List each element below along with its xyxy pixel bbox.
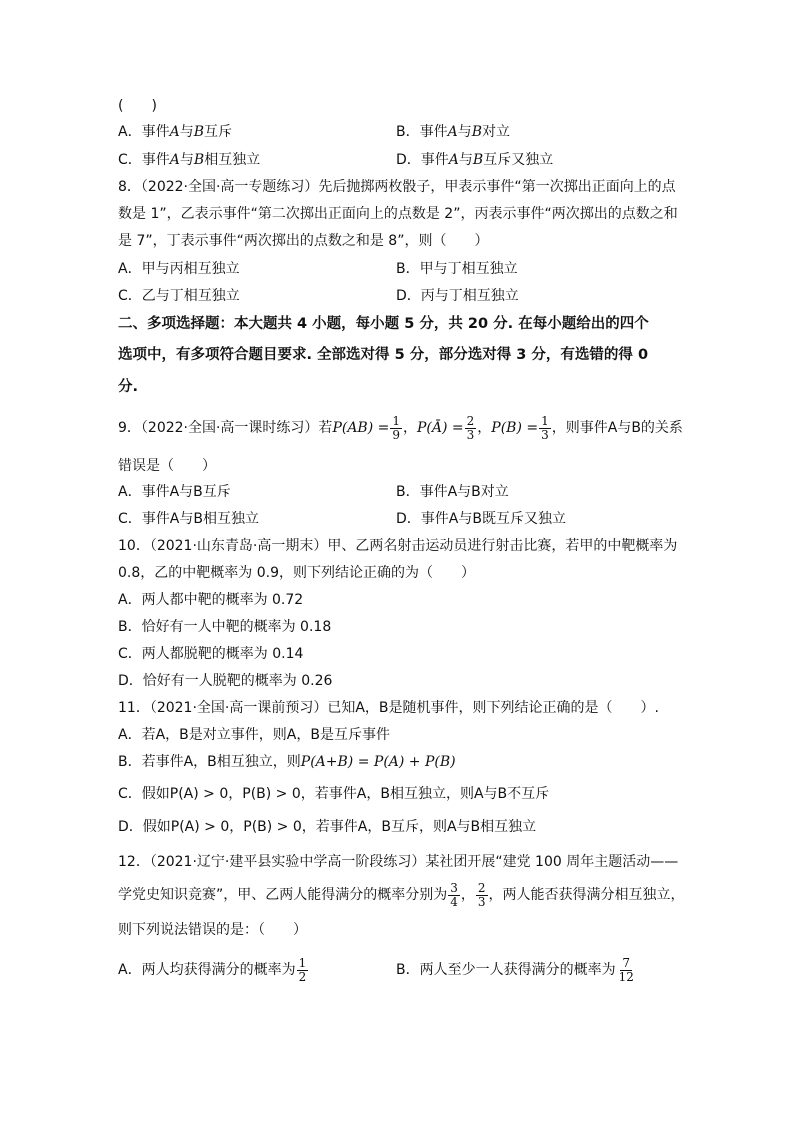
fraction-1-9 (390, 415, 402, 442)
q9-option-c[interactable]: C．事件A与B相互独立 (118, 511, 259, 527)
numerator: 3 (450, 880, 458, 895)
option-label: A．事件 (118, 124, 170, 140)
q11-option-a[interactable]: A．若A，B是对立事件，则A，B是互斥事件 (118, 727, 390, 743)
var-b: B (472, 152, 484, 168)
q7-answer-paren: ( ) (118, 98, 157, 114)
q10-stem-line1: 10．（2021·山东青岛·高一期末）甲、乙两名射击运动员进行射击比赛，若甲的中靶概率为 (118, 538, 678, 554)
q12-stem-line2 (118, 880, 685, 910)
prob-ab: P(AB) = (332, 420, 390, 436)
conj: 与 (179, 124, 194, 140)
q9-option-a[interactable]: A．事件A与B互斥 (118, 484, 231, 500)
q11-stem: 11．（2021·全国·高一课前预习）已知A，B是随机事件，则下列结论正确的是（ ）. (118, 700, 659, 716)
denominator: 3 (541, 427, 549, 442)
fraction-2-3 (476, 882, 488, 909)
numerator: 1 (541, 413, 549, 428)
option-label: B．事件 (396, 124, 448, 140)
conj: 与 (179, 152, 194, 168)
option-label: C．事件 (118, 152, 170, 168)
var-a: A (447, 124, 458, 140)
fraction-1-2 (297, 957, 309, 984)
option-text: B．若事件A，B相互独立，则 (118, 754, 301, 770)
q10-option-b[interactable]: B．恰好有一人中靶的概率为 0.18 (118, 619, 332, 635)
prob-a-complement: P(Ā) = (417, 420, 464, 436)
q7-option-a[interactable] (118, 122, 232, 142)
fraction-3-4 (448, 882, 460, 909)
q9-stem-line2: 错误是（ ） (118, 458, 216, 474)
q11-option-d[interactable]: D．假如P(A) > 0，P(B) > 0，若事件A，B互斥，则A与B相互独立 (118, 819, 537, 835)
option-text: 互斥 (204, 124, 232, 140)
q8-stem-line3: 是 7”，丁表示事件“两次掷出的点数之和是 8”，则（ ） (118, 233, 489, 249)
q8-stem-line1: 8．（2022·全国·高一专题练习）先后抛掷两枚骰子，甲表示事件“第一次掷出正面向上的点 (118, 179, 676, 195)
comma: ， (460, 887, 475, 903)
q12-text: ，两人能否获得满分相互独立， (488, 887, 685, 903)
denominator: 12 (618, 969, 634, 984)
option-text: 互斥又独立 (483, 152, 554, 168)
fraction-2-3 (465, 415, 477, 442)
var-b: B (471, 124, 483, 140)
q10-option-a[interactable]: A．两人都中靶的概率为 0.72 (118, 592, 304, 608)
denominator: 3 (477, 894, 486, 909)
q10-option-c[interactable]: C．两人都脱靶的概率为 0.14 (118, 646, 304, 662)
numerator: 1 (298, 955, 307, 970)
numerator: 1 (392, 413, 401, 428)
q12-stem-line3: 则下列说法错误的是：（ ） (118, 922, 307, 938)
conj: 与 (457, 124, 472, 140)
q7-option-c[interactable] (118, 150, 260, 170)
option-text: 对立 (482, 124, 511, 140)
section2-heading-line1: 二、多项选择题：本大题共 4 小题，每小题 5 分，共 20 分. 在每小题给出的四个 (118, 316, 649, 332)
comma: ， (403, 420, 418, 436)
numerator: 2 (477, 880, 486, 895)
q12-text: 学党史知识竞赛”，甲、乙两人能得满分的概率分别为 (118, 887, 448, 903)
q9-suffix: ，则事件A与B的关系 (551, 420, 683, 436)
comma: ， (477, 420, 492, 436)
denominator: 2 (298, 969, 307, 984)
q12-option-a[interactable] (118, 955, 309, 985)
q9-stem-line1 (118, 414, 683, 442)
q10-stem-line2: 0.8，乙的中靶概率为 0.9，则下列结论正确的为（ ） (118, 565, 475, 581)
q12-stem-line1: 12．（2021·辽宁·建平县实验中学高一阶段练习）某社团开展“建党 100 周年主题活动—— (118, 854, 679, 870)
var-b: B (193, 124, 204, 140)
option-text: A．两人均获得满分的概率为 (118, 962, 296, 978)
conj: 与 (458, 152, 473, 168)
formula: P(A+B) = P(A) + P(B) (300, 754, 456, 770)
q12-option-b[interactable] (396, 955, 637, 985)
denominator: 4 (450, 894, 458, 909)
q11-option-b[interactable] (118, 752, 456, 772)
q7-option-d[interactable] (396, 150, 553, 170)
option-text: 相互独立 (204, 152, 261, 168)
section2-heading-line2: 选项中，有多项符合题目要求. 全部选对得 5 分，部分选对得 3 分，有选错的得 0 (118, 347, 649, 363)
var-a: A (448, 152, 459, 168)
q11-option-c[interactable]: C．假如P(A) > 0，P(B) > 0，若事件A，B相互独立，则A与B不互斥 (118, 786, 550, 802)
section2-heading-line3: 分. (118, 379, 139, 395)
q9-prefix: 9．（2022·全国·高一课时练习）若 (118, 420, 333, 436)
q8-option-c[interactable]: C．乙与丁相互独立 (118, 288, 240, 304)
q9-option-b[interactable]: B．事件A与B对立 (396, 484, 509, 500)
numerator: 7 (622, 955, 631, 970)
var-a: A (169, 124, 180, 140)
q8-option-a[interactable]: A．甲与丙相互独立 (118, 261, 240, 277)
var-b: B (193, 152, 205, 168)
q7-option-b[interactable] (396, 122, 510, 142)
prob-b: P(B) = (491, 420, 539, 436)
numerator: 2 (466, 413, 475, 428)
q10-option-d[interactable]: D．恰好有一人脱靶的概率为 0.26 (118, 673, 333, 689)
var-a: A (169, 152, 180, 168)
q8-option-b[interactable]: B．甲与丁相互独立 (396, 261, 518, 277)
q8-stem-line2: 数是 1”，乙表示事件“第二次掷出正面向上的点数是 2”，丙表示事件“两次掷出的点数之和 (118, 206, 678, 222)
option-text: B．两人至少一人获得满分的概率为 (396, 962, 616, 978)
fraction-1-3 (539, 415, 551, 442)
fraction-7-12 (617, 957, 636, 984)
q8-option-d[interactable]: D．丙与丁相互独立 (396, 288, 519, 304)
q9-option-d[interactable]: D．事件A与B既互斥又独立 (396, 511, 566, 527)
option-label: D．事件 (396, 152, 449, 168)
denominator: 9 (392, 427, 401, 442)
denominator: 3 (466, 427, 475, 442)
